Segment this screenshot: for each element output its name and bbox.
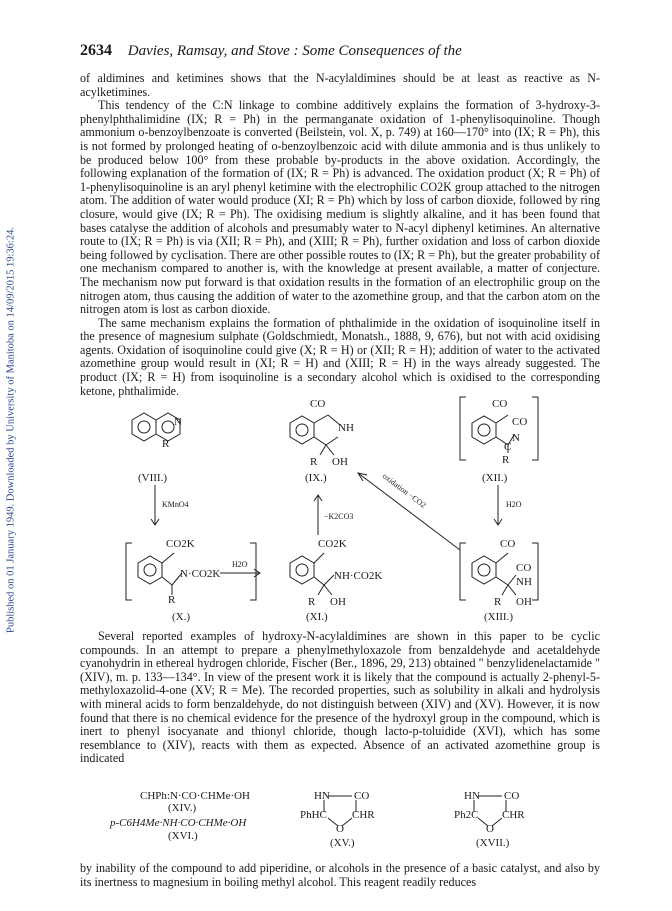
caption-xvii: (XVII.) — [476, 837, 510, 849]
page-number: 2634 — [80, 42, 112, 59]
paragraph: of aldimines and ketimines shows that the N-acylaldimines should be at least as reactive as N-acylketimines. — [80, 71, 600, 99]
caption-xvi: (XVI.) — [168, 830, 198, 842]
label-c: C — [504, 441, 512, 453]
label-r: R — [168, 594, 176, 606]
label-co: CO — [512, 416, 528, 428]
paragraph: Several reported examples of hydroxy-N-acylaldimines are shown in this paper to be cyclic compounds. In an attempt to prepare a phenylmethyloxazole from benzaldehyde and acetaldehyde cyanohydrin in ethereal hydrogen chloride, Fischer (Ber., 1896, 29, 213) obtained " benzylidenelactamide " (XIV), m. p. 133—134°. In view of the present work it is likely that the compound is actually 2-phenyl-5-methyloxazolid-4-one (XV; R = Me). The recorded properties, such as solubility in alkali and hydrolysis with mineral acids to form benzaldehyde, do not distinguish between (XIV) and (XV). However, it is now found that there is no chemical evidence for the presence of the hydroxyl group in the compound, which is inert to phenyl isocyanate and thionyl chloride, though lacto-p-toluidide (XVI), which has some resemblance to (XIV), reacts with them as expected. Absence of an activated azomethine group is indicated — [80, 629, 600, 766]
download-notice — [4, 120, 18, 740]
formula-xiv: CHPh:N·CO·CHMe·OH — [140, 790, 250, 802]
label-r: R — [494, 596, 502, 608]
label-co2k: CO2K — [318, 538, 347, 550]
label-co: CO — [310, 398, 326, 410]
label-minus-k2co3: −K2CO3 — [324, 512, 354, 521]
reaction-scheme — [110, 385, 580, 625]
structure-xv — [300, 790, 390, 849]
label-h2o: H2O — [232, 560, 248, 569]
atom-o: O — [336, 823, 344, 835]
label-nh: NH — [516, 576, 532, 588]
label-oh: OH — [332, 456, 348, 468]
body-text-end — [80, 862, 600, 889]
structure-xi — [290, 553, 334, 595]
running-title: Davies, Ramsay, and Stove : Some Consequences of the — [127, 43, 462, 59]
label-co: CO — [492, 398, 508, 410]
label-r: R — [502, 454, 510, 466]
caption-xiv: (XIV.) — [168, 802, 197, 814]
atom-chr: CHR — [352, 809, 375, 821]
label-co2k: CO2K — [166, 538, 195, 550]
atom-o: O — [486, 823, 494, 835]
running-header — [80, 42, 600, 60]
caption-xiii: (XIII.) — [484, 611, 514, 623]
label-h2o: H2O — [506, 500, 522, 509]
label-co: CO — [500, 538, 516, 550]
caption-ix: (IX.) — [305, 472, 327, 484]
atom-chr: CHR — [502, 809, 525, 821]
formula-xvi: p-C6H4Me·NH·CO·CHMe·OH — [110, 817, 247, 829]
atom-hn: HN — [464, 790, 480, 802]
paragraph: The same mechanism explains the formation of phthalimide in the oxidation of isoquinoline itself in the presence of magnesium sulphate (Goldschmiedt, Monatsh., 1888, 9, 676), but not with acid oxidising agents. Oxidation of isoquinoline could give (X; R = H) or (XII; R = H); addition of water to the activated azomethine group would result in (XI; R = H) and (XIII; R = H) in the ways already suggested. The product (IX; R = H) from isoquinoline is a secondary alcohol which is oxidised to the corresponding ketone, phthalimide. — [80, 315, 600, 398]
caption-xi: (XI.) — [306, 611, 328, 623]
atom-hn: HN — [314, 790, 330, 802]
label-r: R — [308, 596, 316, 608]
atom-co: CO — [504, 790, 520, 802]
label-nhco2k: NH·CO2K — [334, 570, 383, 582]
body-text-top — [80, 72, 600, 398]
label-nh: NH — [338, 422, 354, 434]
caption-x: (X.) — [172, 611, 191, 623]
label-co: CO — [516, 562, 532, 574]
label-oh: OH — [330, 596, 346, 608]
atom-phhc: PhHC — [300, 809, 327, 821]
arrow-h2o-right — [494, 485, 502, 525]
atom-ph2c: Ph2C — [454, 809, 479, 821]
arrow-oxidation — [358, 473, 460, 550]
label-oh: OH — [516, 596, 532, 608]
label-n: N — [512, 432, 520, 444]
paragraph: This tendency of the C:N linkage to combine additively explains the formation of 3-hydroxy-3-phenylphthalimidine (IX; R = Ph) in the permanganate oxidation of 1-phenylisoquinoline. Though ammonium o-benzoylbenzoate is converted (Beilstein, vol. X, p. 749) at 160—170° into (IX; R = Ph), this is not formed by prolonged heating of o-benzoylbenzoic acid with dilute ammonia and is thus unlikely to be produced below 100° from these probable by-products in the above oxidation. Accordingly, the following explanation of the formation of (IX; R = Ph) is advanced. The oxidation product (X; R = Ph) of 1-phenylisoquinoline is an aryl phenyl ketimine with the electrophilic CO2K group attached to the nitrogen atom. The addition of water would produce (XI; R = Ph) which by loss of carbon dioxide, followed by ring closure, would give (IX; R = Ph). The oxidising medium is slightly alkaline, and it has been found that bases catalyse the addition of alcohols and presumably water to N-acyl diphenyl ketimines. An alternative route to (IX; R = Ph) is via (XII; R = Ph), and (XIII; R = Ph), further oxidation and loss of carbon dioxide being followed by cyclisation. There are other possible routes to (IX; R = Ph), but the greater probability of one mechanism compared to another is, with the knowledge at present available, a matter of conjecture. The mechanism now put forward is that oxidation results in the formation of an electrophilic group on the nitrogen atom, thus causing the addition of water to the azomethine group, and that the carbon atom on the nitrogen atom is lost as carbon dioxide. — [80, 98, 600, 317]
caption-xii: (XII.) — [482, 472, 508, 484]
body-text-bottom — [80, 630, 600, 766]
caption-xv: (XV.) — [330, 837, 355, 849]
atom-co: CO — [354, 790, 370, 802]
label-r: R — [162, 438, 170, 450]
download-notice-text: Published on 01 January 1949. Downloaded by University of Manitoba on 14/09/2015 19:36:24. — [5, 227, 17, 633]
label-oxidation: oxidation −CO2 — [380, 471, 428, 510]
label-nco2k: N·CO2K — [180, 568, 221, 580]
arrow-h2o-middle — [220, 569, 260, 577]
isoquinoline-structure — [132, 413, 180, 441]
label-kmno4: KMnO4 — [162, 500, 189, 509]
formula-block — [110, 790, 580, 852]
structure-ix — [290, 415, 340, 455]
arrow-kmno4 — [151, 485, 159, 525]
paragraph: by inability of the compound to add piperidine, or alcohols in the presence of a basic catalyst, and also by its inertness to magnesium in boiling methyl alcohol. This reagent readily reduces — [80, 861, 600, 889]
arrow-minus-k2co3 — [314, 495, 322, 535]
caption-viii: (VIII.) — [138, 472, 168, 484]
label-n: N — [174, 416, 182, 428]
structure-xvii — [450, 790, 540, 848]
label-r: R — [310, 456, 318, 468]
